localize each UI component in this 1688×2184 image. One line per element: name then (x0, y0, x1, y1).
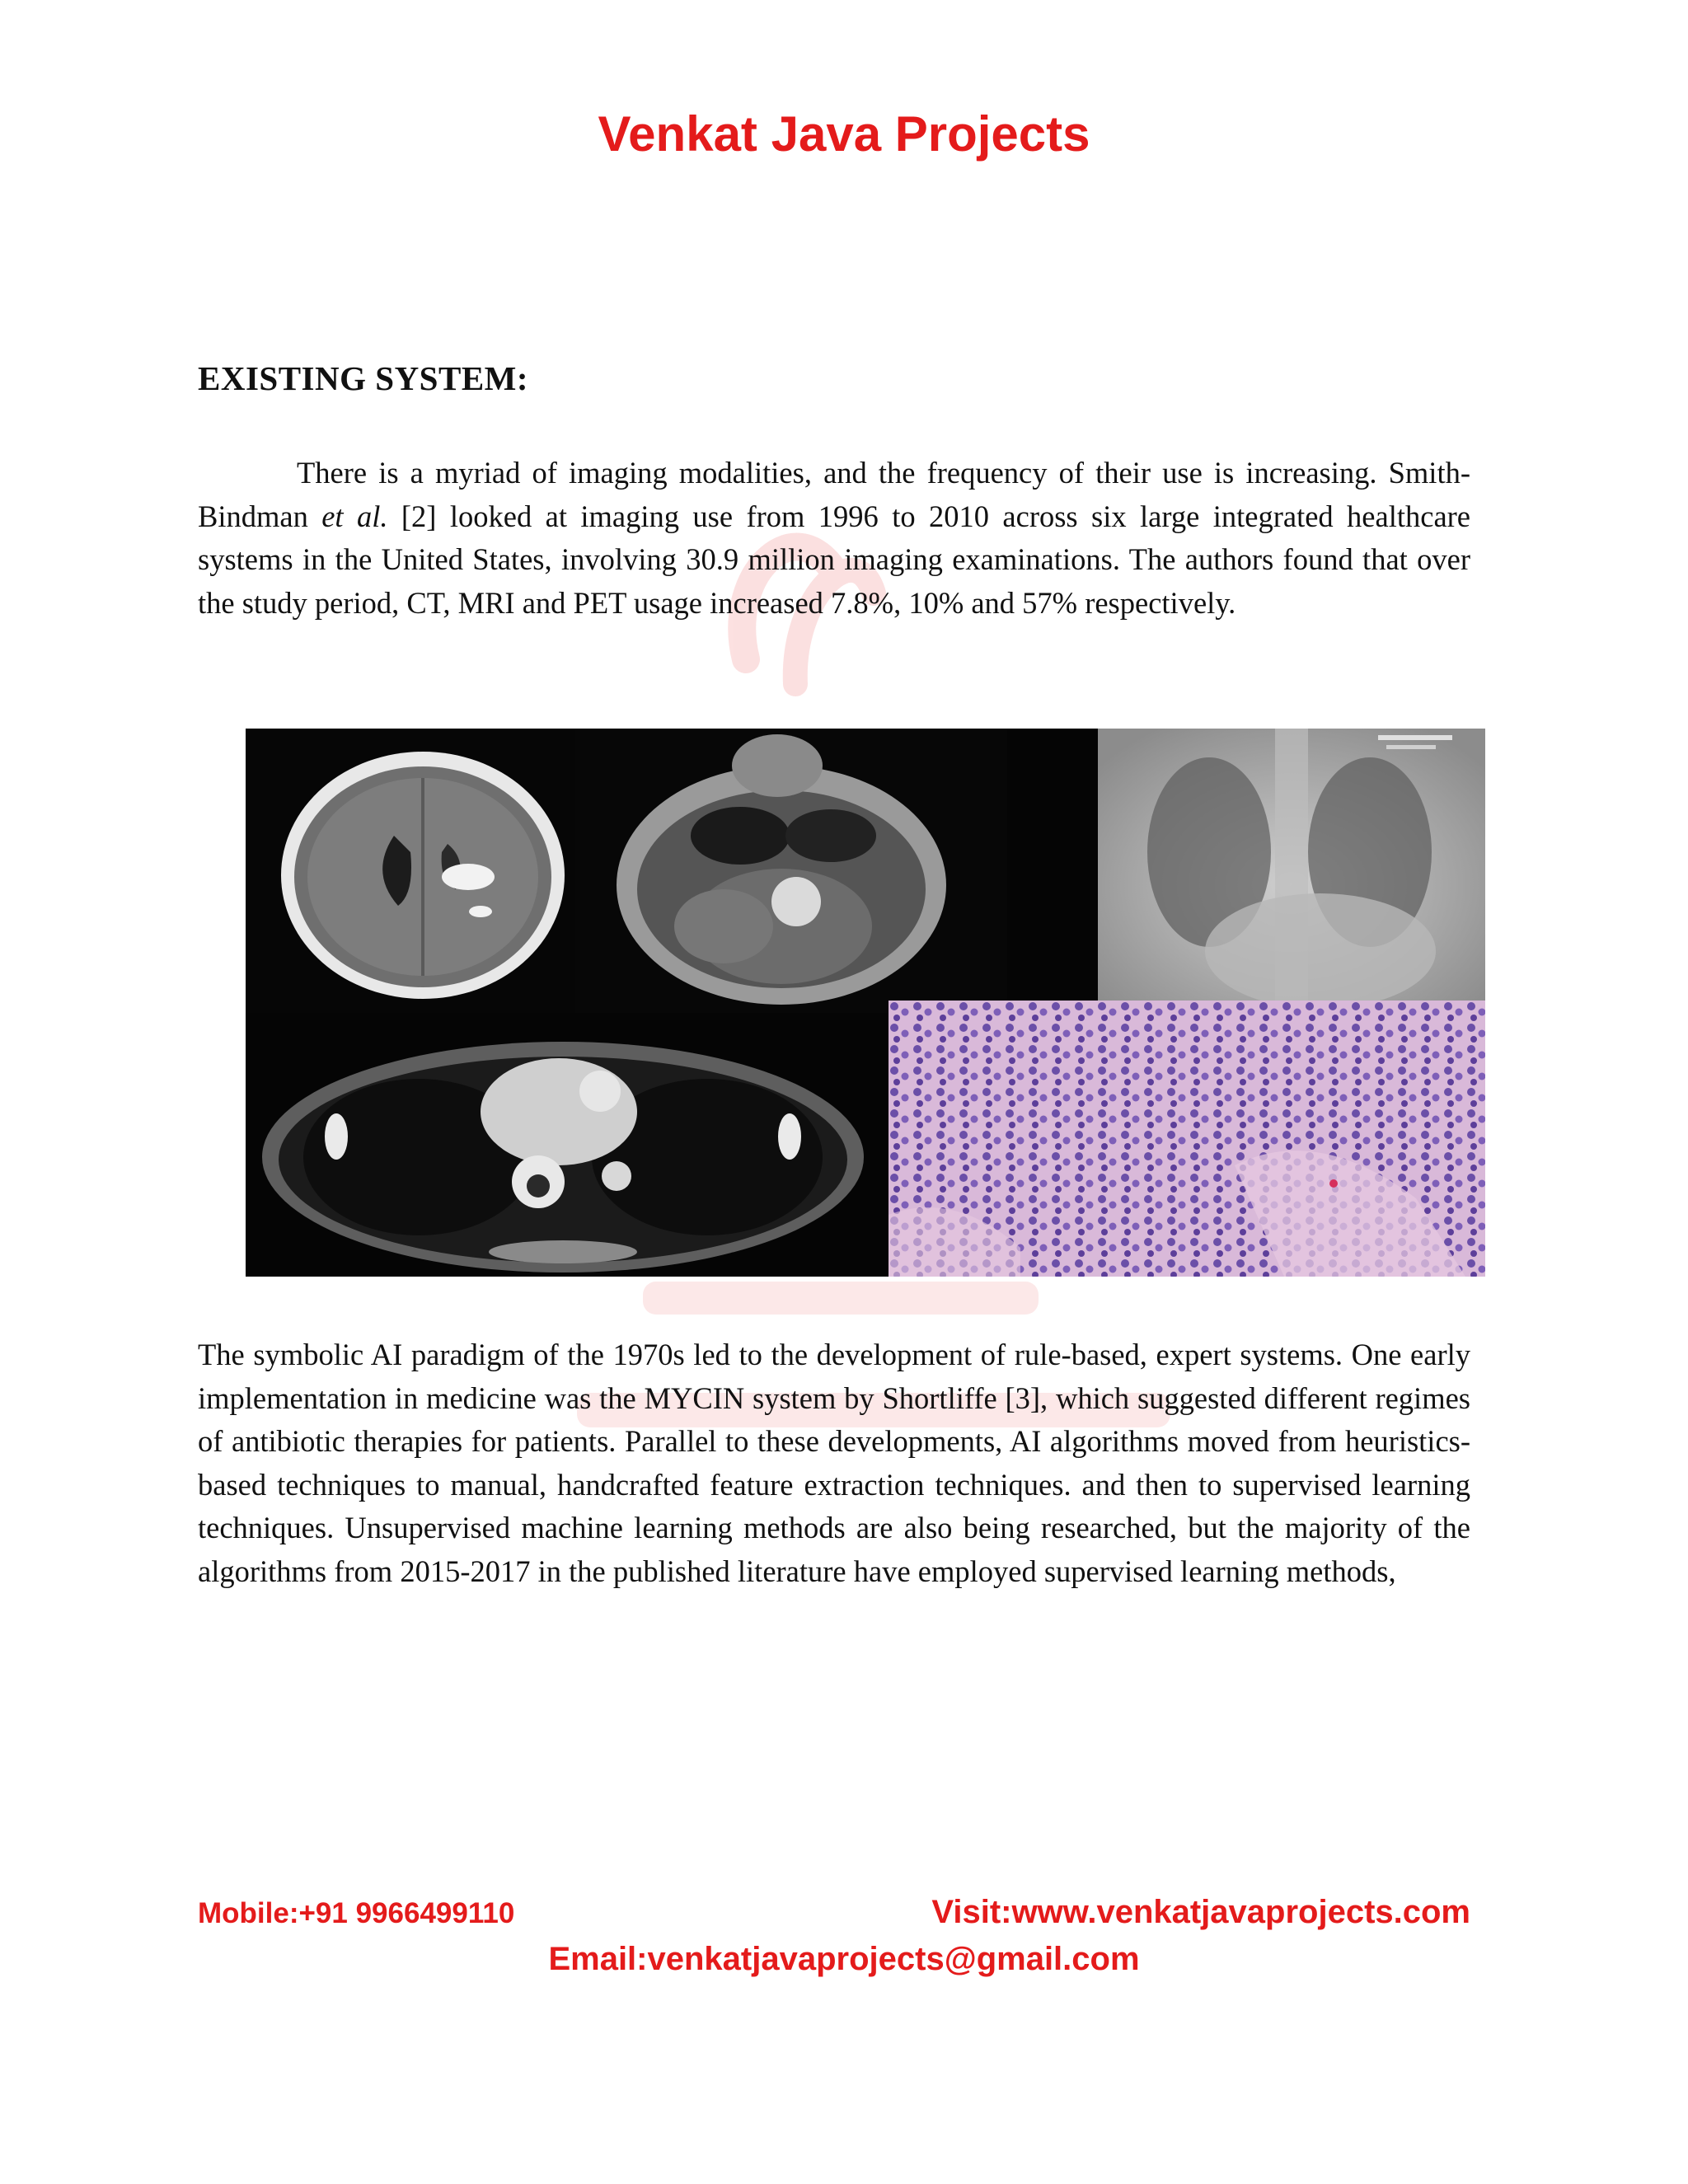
paragraph-existing-system (198, 452, 1470, 625)
paragraph-symbolic-ai: The symbolic AI paradigm of the 1970s led to the development of rule-based, expert systems. One early implementation in medicine was the MYCIN system by Shortliffe [3], which suggested different regimes of antibiotic therapies for patients. Parallel to these developments, AI algorithms moved from heuristics-based techniques to manual, handcrafted feature extraction techniques. and then to supervised learning techniques. Unsupervised machine learning methods are also being researched, but the majority of the algorithms from 2015-2017 in the published literature have employed supervised learning methods, (198, 1338, 1470, 1588)
footer-email-link[interactable]: Email:venkatjavaprojects@gmail.com (548, 1941, 1140, 1977)
footer-mobile: Mobile:+91 9966499110 (198, 1897, 515, 1929)
ct-chest-scan-image (246, 1013, 880, 1277)
mri-head-scan-image (575, 729, 1007, 1013)
ct-brain-scan-image (246, 729, 575, 1013)
etal-text: et al. (321, 499, 388, 533)
paragraph-text-1: There is a myriad of imaging modalities, and the frequency of their use is increasing. Smith-Bindman (198, 456, 1470, 533)
histology-microscope-image (889, 1001, 1485, 1277)
footer-website-link[interactable]: Visit:www.venkatjavaprojects.com (931, 1894, 1470, 1930)
section-heading: EXISTING SYSTEM: (198, 359, 529, 397)
chest-xray-image (1098, 729, 1485, 1013)
paragraph-text-2: [2] looked at imaging use from 1996 to 2010 across six large integrated healthcare systems in the United States, involving 30.9 million imaging examinations. The authors found that over the study period, CT, MRI and PET usage increased 7.8%, 10% and 57% respectively. (198, 499, 1470, 620)
medical-imaging-collage (246, 729, 1485, 1277)
page-header-title: Venkat Java Projects (598, 106, 1090, 162)
